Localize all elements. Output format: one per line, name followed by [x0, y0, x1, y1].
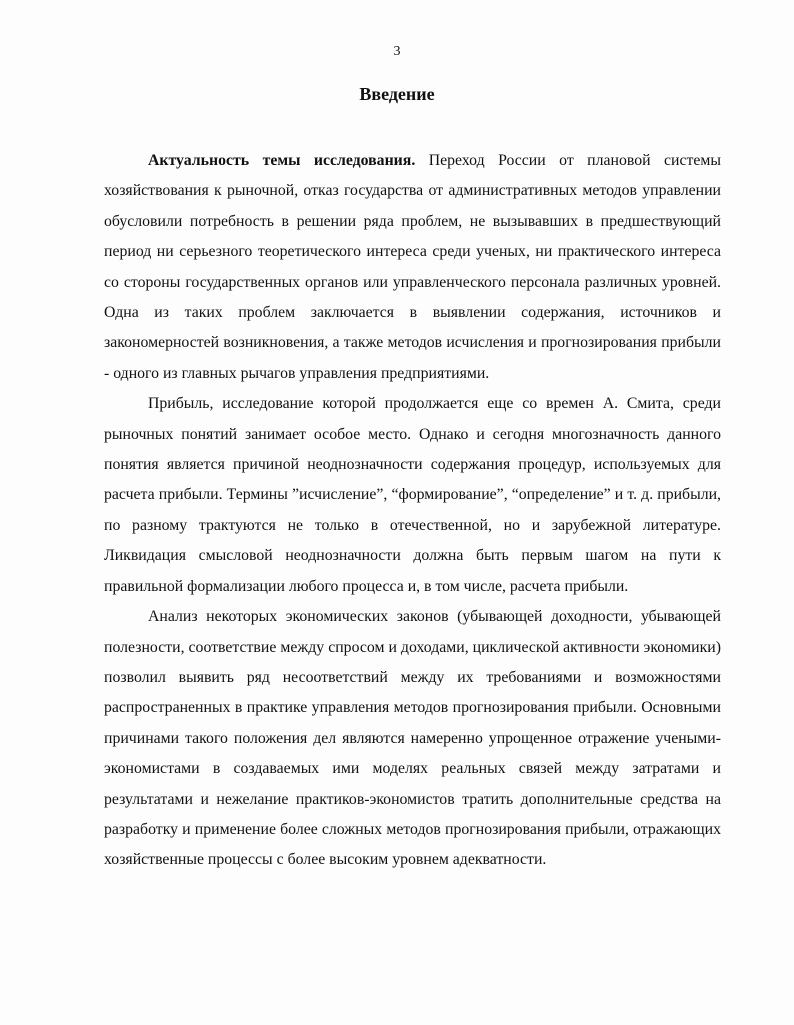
body-text	[104, 146, 721, 876]
paragraph-1-lead: Актуальность темы исследования.	[148, 152, 416, 169]
paragraph-2	[104, 389, 721, 602]
paragraph-1-text: Переход России от плановой системы хозяйствования к рыночной, отказ государства от административных методов управлении обусловили потребность в решении ряда проблем, не вызывавших в предшествующий период ни серьезного теоретического интереса среди ученых, ни практического интереса со стороны государственных органов или управленческого персонала различных уровней. Одна из таких проблем заключается в выявлении содержания, источников и закономерностей возникновения, а также методов исчисления и прогнозирования прибыли - одного из главных рычагов управления предприятиями.	[104, 152, 721, 382]
paragraph-2-text: Прибыль, исследование которой продолжается еще со времен А. Смита, среди рыночных понятий занимает особое место. Однако и сегодня многозначность данного понятия является причиной неоднозначности содержания процедур, используемых для расчета прибыли. Термины ”исчисление”, “формирование”, “определение” и т. д. прибыли, по разному трактуются не только в отечественной, но и зарубежной литературе. Ликвидация смысловой неоднозначности должна быть первым шагом на пути к правильной формализации любого процесса и, в том числе, расчета прибыли.	[104, 395, 721, 595]
paragraph-1	[104, 146, 721, 389]
paragraph-3-text: Анализ некоторых экономических законов (убывающей доходности, убывающей полезности, соответствие между спросом и доходами, циклической активности экономики) позволил выявить ряд несоответствий между их требованиями и возможностями распространенных в практике управления методов прогнозирования прибыли. Основными причинами такого положения дел являются намеренно упрощенное отражение учеными-экономистами в создаваемых ими моделях реальных связей между затратами и результатами и нежелание практиков-экономистов тратить дополнительные средства на разработку и применение более сложных методов прогнозирования прибыли, отражающих хозяйственные процессы с более высоким уровнем адекватности.	[104, 608, 721, 869]
page-title: Введение	[359, 84, 435, 104]
page-number: 3	[393, 44, 401, 59]
paragraph-3	[104, 602, 721, 876]
